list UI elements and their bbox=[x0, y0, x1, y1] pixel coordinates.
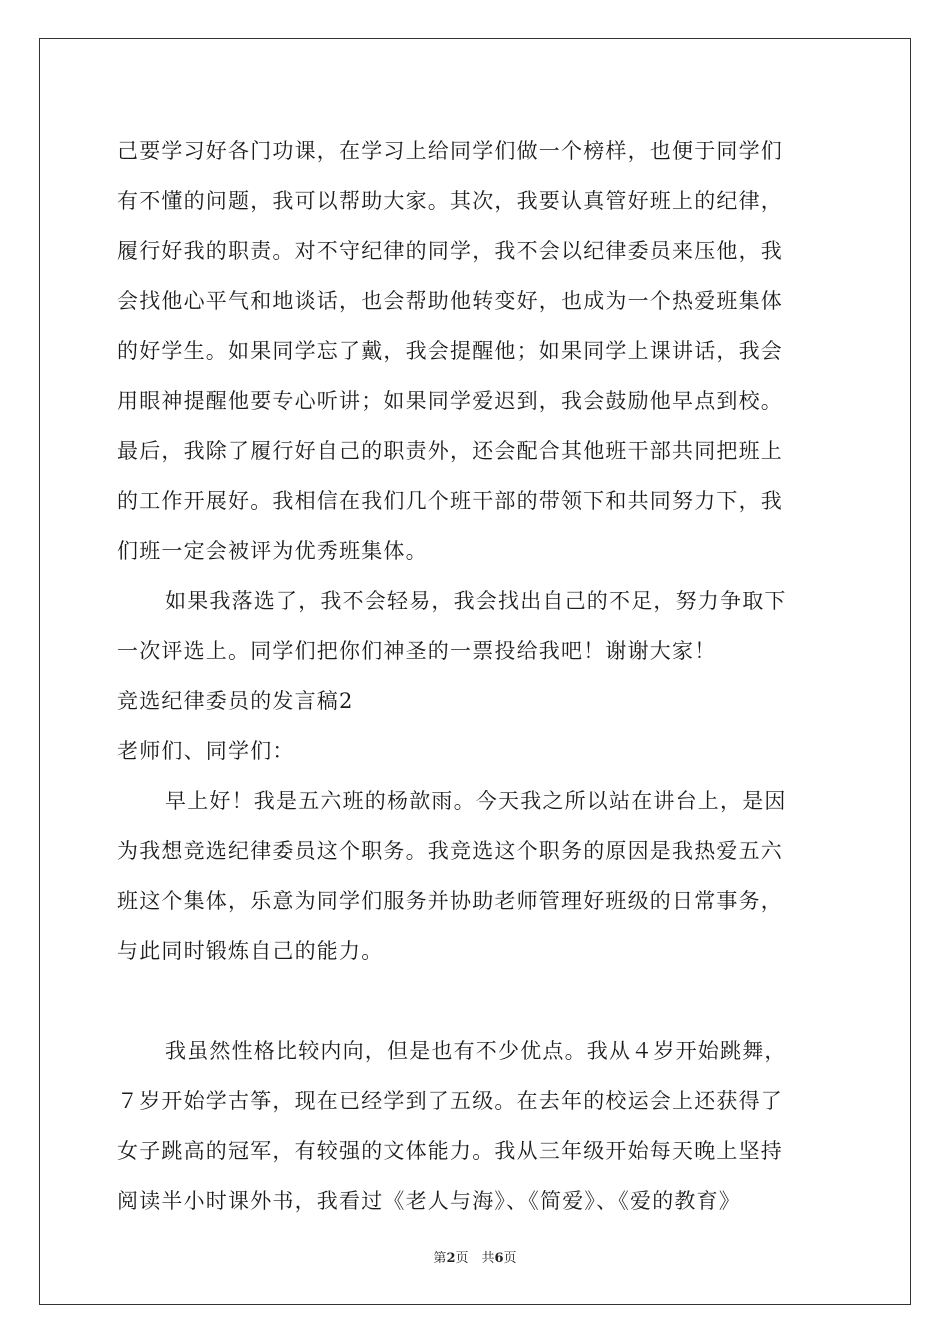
paragraph-start-line: 如果我落选了，我不会轻易，我会找出自己的不足，努力争取下 bbox=[165, 589, 787, 613]
paragraph-start-line: 我虽然性格比较内向，但是也有不少优点。我从４岁开始跳舞， bbox=[165, 1039, 787, 1063]
total-page-count: 6 bbox=[494, 1251, 504, 1266]
text-line: 女子跳高的冠军，有较强的文体能力。我从三年级开始每天晚上坚持 bbox=[117, 1139, 783, 1163]
text-line: 与此同时锻炼自己的能力。 bbox=[117, 939, 384, 963]
paragraph-start-line: 早上好！我是五六班的杨歆雨。今天我之所以站在讲台上，是因 bbox=[165, 789, 787, 813]
text-line: 的好学生。如果同学忘了戴，我会提醒他；如果同学上课讲话，我会 bbox=[117, 339, 783, 363]
section-title: 竞选纪律委员的发言稿2 bbox=[117, 689, 354, 713]
text-line: 最后，我除了履行好自己的职责外，还会配合其他班干部共同把班上 bbox=[117, 439, 783, 463]
footer-middle: 页 共 bbox=[455, 1251, 495, 1266]
text-line: 阅读半小时课外书，我看过《老人与海》、《简爱》、《爱的教育》 bbox=[117, 1189, 741, 1213]
text-line: ７岁开始学古筝，现在已经学到了五级。在去年的校运会上还获得了 bbox=[117, 1089, 783, 1113]
blank-line bbox=[117, 976, 837, 1026]
text-line: 们班一定会被评为优秀班集体。 bbox=[117, 539, 428, 563]
text-line: 的工作开展好。我相信在我们几个班干部的带领下和共同努力下，我 bbox=[117, 489, 783, 513]
text-line: 用眼神提醒他要专心听讲；如果同学爱迟到，我会鼓励他早点到校。 bbox=[117, 389, 783, 413]
text-line: 班这个集体，乐意为同学们服务并协助老师管理好班级的日常事务， bbox=[117, 889, 783, 913]
text-line: 履行好我的职责。对不守纪律的同学，我不会以纪律委员来压他，我 bbox=[117, 239, 783, 263]
document-body bbox=[117, 126, 837, 1226]
text-line: 会找他心平气和地谈话，也会帮助他转变好，也成为一个热爱班集体 bbox=[117, 289, 783, 313]
page-footer bbox=[0, 1247, 950, 1266]
footer-suffix: 页 bbox=[503, 1251, 517, 1266]
text-line: 己要学习好各门功课，在学习上给同学们做一个榜样，也便于同学们 bbox=[117, 139, 783, 163]
text-line: 为我想竞选纪律委员这个职务。我竞选这个职务的原因是我热爱五六 bbox=[117, 839, 783, 863]
text-line: 一次评选上。同学们把你们神圣的一票投给我吧！谢谢大家！ bbox=[117, 639, 717, 663]
text-line: 有不懂的问题，我可以帮助大家。其次，我要认真管好班上的纪律， bbox=[117, 189, 783, 213]
current-page-number: 2 bbox=[446, 1251, 456, 1266]
footer-prefix: 第 bbox=[433, 1251, 447, 1266]
salutation: 老师们、同学们： bbox=[117, 739, 295, 763]
